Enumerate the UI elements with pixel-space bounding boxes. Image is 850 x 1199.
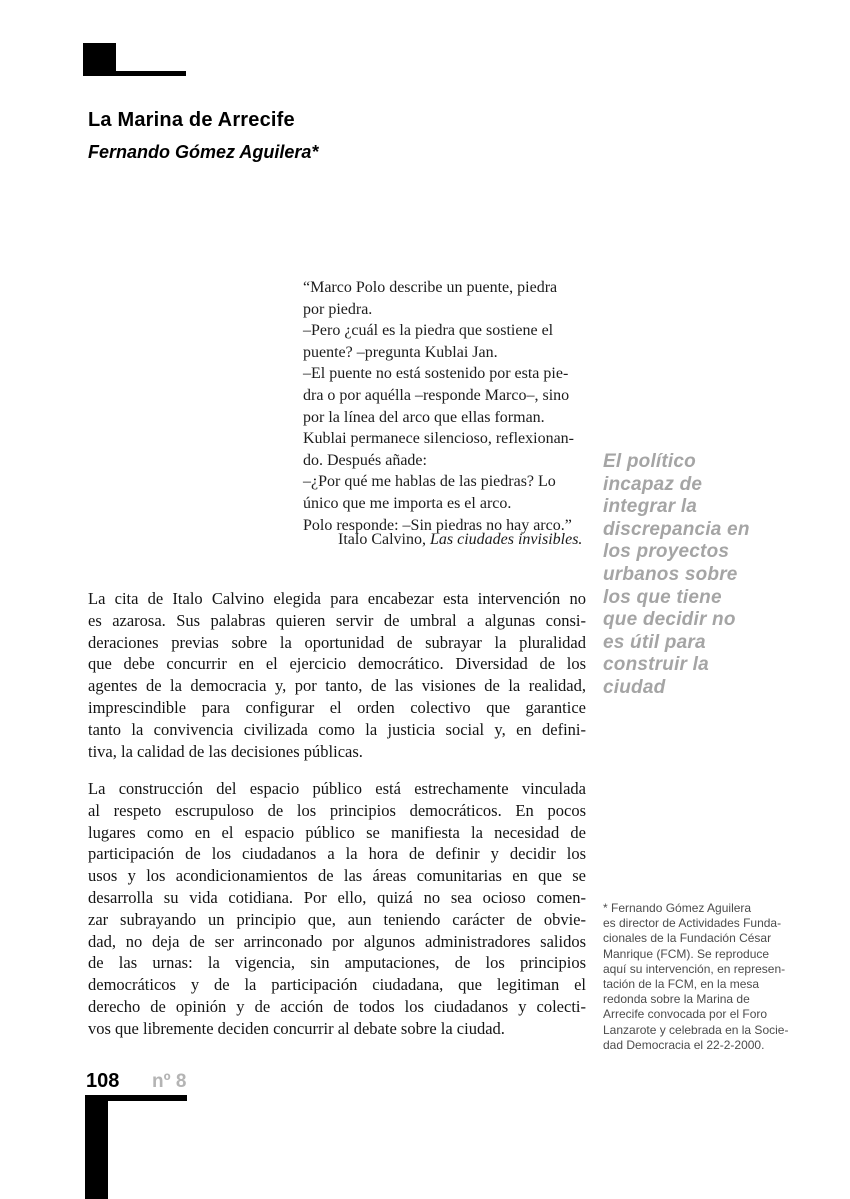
text-line: es útil para — [603, 631, 706, 653]
text-line: imprescindible para configurar el orden colectivo que garantice — [88, 697, 586, 717]
text-line: Kublai permanece silencioso, reflexionan- — [303, 430, 574, 448]
text-line: –¿Por qué me hablas de las piedras? Lo — [303, 473, 556, 491]
epigraph-attribution-author: Italo Calvino, — [338, 531, 430, 548]
text-line: Manrique (FCM). Se reproduce — [603, 946, 770, 961]
text-line: que debe concurrir en el ejercicio democrático. Diversidad de los — [88, 654, 586, 674]
text-line: único que me importa es el arco. — [303, 494, 512, 512]
text-line: lugares como en el espacio público se manifiesta la necesidad de — [88, 822, 586, 842]
footnote — [603, 901, 808, 1053]
text-line: cionales de la Fundación César — [603, 931, 772, 946]
text-line: desarrolla su vida cotidiana. Por ello, quizá no sea ocioso comen- — [88, 887, 586, 907]
text-line: zar subrayando un principio que, aun teniendo carácter de obvie- — [88, 909, 586, 929]
text-line: construir la — [603, 654, 709, 676]
text-line: aquí su intervención, en represen- — [603, 961, 786, 976]
article-title: La Marina de Arrecife — [88, 109, 295, 131]
text-line: La cita de Italo Calvino elegida para encabezar esta intervención no — [88, 589, 586, 608]
text-line: –Pero ¿cuál es la piedra que sostiene el — [303, 322, 554, 340]
text-line: tiva, la calidad de las decisiones públicas. — [88, 741, 363, 761]
text-line: do. Después añade: — [303, 451, 427, 469]
article-author: Fernando Gómez Aguilera* — [88, 142, 319, 162]
body-paragraph-2 — [88, 778, 586, 1040]
text-line: los proyectos — [603, 541, 730, 563]
text-line: agentes de la democracia y, por tanto, de las visiones de la realidad, — [88, 676, 586, 696]
text-line: “Marco Polo describe un puente, piedra — [303, 279, 558, 296]
header-mark-bar — [114, 71, 186, 76]
text-line: integrar la — [603, 496, 698, 518]
text-line: discrepancia en — [603, 518, 750, 540]
text-line: Lanzarote y celebrada en la Socie- — [603, 1022, 789, 1037]
text-line: Polo responde: –Sin piedras no hay arco.” — [303, 516, 572, 534]
text-line: de las urnas: la vigencia, sin amputaciones, de los principios — [88, 953, 586, 973]
text-line: democráticos y de la participación ciudadana, que legitiman el — [88, 975, 586, 995]
page-number: 108 — [86, 1070, 120, 1092]
body-paragraph-1 — [88, 588, 586, 762]
epigraph-quote — [303, 277, 603, 536]
text-line: usos y los acondicionamientos de las áreas comunitarias en que se — [88, 866, 586, 886]
text-line: urbanos sobre — [603, 563, 738, 585]
text-line: deraciones previas sobre la oportunidad de subrayar la pluralidad — [88, 632, 586, 652]
text-line: dad Democracia el 22-2-2000. — [603, 1037, 765, 1052]
text-line: los que tiene — [603, 586, 722, 608]
text-line: que decidir no — [603, 609, 736, 631]
text-line: dad, no deja de ser arrinconado por algunos administradores salidos — [88, 931, 586, 951]
epigraph-attribution — [338, 531, 618, 549]
text-line: es azarosa. Sus palabras quieren servir de umbral a algunas consi- — [88, 610, 586, 630]
text-line: –El puente no está sostenido por esta pie- — [303, 365, 569, 383]
text-line: La construcción del espacio público está estrechamente vinculada — [88, 779, 586, 798]
text-line: dra o por aquélla –responde Marco–, sino — [303, 386, 570, 404]
epigraph-attribution-work: Las ciudades invisibles. — [429, 531, 583, 548]
text-line: al respeto escrupuloso de los principios democráticos. En pocos — [88, 800, 586, 820]
text-line: * Fernando Gómez Aguilera — [603, 901, 752, 915]
footer-mark-column — [85, 1095, 108, 1199]
text-line: por piedra. — [303, 300, 373, 318]
issue-label: nº 8 — [152, 1071, 187, 1092]
text-line: puente? –pregunta Kublai Jan. — [303, 343, 498, 361]
text-line: Arrecife convocada por el Foro — [603, 1007, 768, 1022]
text-line: tanto la convivencia civilizada como la justicia social y, en defini- — [88, 719, 586, 739]
text-line: tación de la FCM, en la mesa — [603, 977, 760, 992]
text-line: El político — [603, 451, 696, 472]
text-line: redonda sobre la Marina de — [603, 992, 750, 1007]
text-line: derecho de opinión y de acción de todos los ciudadanos y colecti- — [88, 996, 586, 1016]
text-line: participación de los ciudadanos a la hora de definir y decidir los — [88, 844, 586, 864]
text-line: ciudad — [603, 676, 666, 698]
text-line: incapaz de — [603, 473, 703, 495]
pull-quote — [603, 451, 808, 700]
text-line: es director de Actividades Funda- — [603, 916, 782, 931]
header-mark-square — [83, 43, 116, 76]
text-line: por la línea del arco que ellas forman. — [303, 408, 545, 426]
text-line: vos que libremente deciden concurrir al debate sobre la ciudad. — [88, 1018, 505, 1038]
